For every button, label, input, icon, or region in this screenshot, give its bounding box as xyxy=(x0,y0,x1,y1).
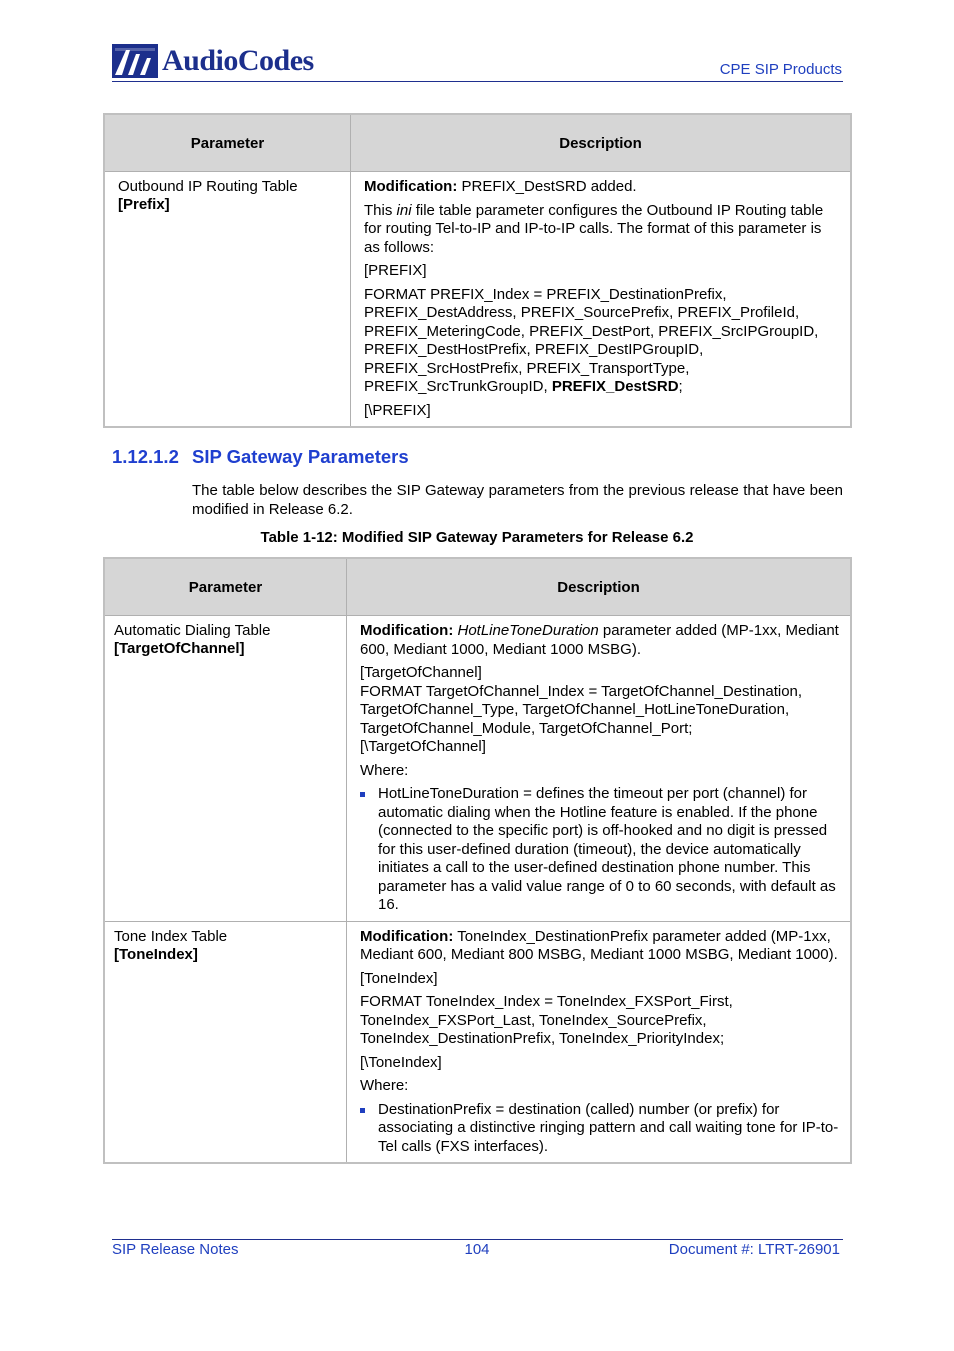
table-caption: Table 1-12: Modified SIP Gateway Parameters for Release 6.2 xyxy=(260,529,694,546)
section-title: SIP Gateway Parameters xyxy=(192,446,409,467)
parameter-cell xyxy=(104,616,347,922)
section-intro: The table below describes the SIP Gateway parameters from the previous release that have been modified in Release 6.2. xyxy=(192,482,843,518)
table-header-row xyxy=(104,114,851,172)
ini-section-open: [ToneIndex] xyxy=(360,969,438,987)
parameter-key: [TargetOfChannel] xyxy=(114,640,245,657)
modification-text: ToneIndex_DestinationPrefix parameter added (MP-1xx, Mediant 600, Mediant 800 MSBG, Mediant 1000 MSBG, Mediant 1000). xyxy=(360,927,838,963)
section-number: 1.12.1.2 xyxy=(112,446,179,467)
modification-label: Modification: xyxy=(360,927,454,945)
footer-doc-title: SIP Release Notes xyxy=(112,1241,239,1258)
ini-section-close: [\TargetOfChannel] xyxy=(360,738,486,755)
modification-line xyxy=(360,928,840,965)
parameter-name: Automatic Dialing Table xyxy=(114,622,271,639)
ini-format-line: FORMAT ToneIndex_Index = ToneIndex_FXSPort_First, ToneIndex_FXSPort_Last, ToneIndex_SourcePrefix, ToneIndex_DestinationPrefix, ToneIndex_PriorityIndex; xyxy=(360,993,733,1047)
ini-section-open: [TargetOfChannel] xyxy=(360,664,482,681)
ini-format-line: FORMAT TargetOfChannel_Index = TargetOfChannel_Destination, TargetOfChannel_Type, TargetOfChannel_HotLineToneDuration, TargetOfChannel_Module, TargetOfChannel_Port; xyxy=(360,682,803,737)
page-header xyxy=(112,40,842,84)
parameter-cell xyxy=(104,921,347,1163)
column-header-parameter: Parameter xyxy=(104,558,347,616)
ini-section-close: [\PREFIX] xyxy=(364,401,431,419)
footer-divider xyxy=(112,1239,843,1240)
format-terminator: ; xyxy=(678,378,683,395)
column-header-description: Description xyxy=(351,114,852,172)
table-row xyxy=(104,172,851,428)
parameter-key: [ToneIndex] xyxy=(114,945,198,963)
modification-text: PREFIX_DestSRD added. xyxy=(457,178,637,195)
description-text: This xyxy=(364,201,397,219)
modification-label: Modification: xyxy=(360,622,454,639)
bullet-list xyxy=(360,785,840,915)
description-italic: ini xyxy=(396,201,412,219)
where-label: Where: xyxy=(360,761,409,779)
audiocodes-logo-icon xyxy=(112,44,158,78)
modification-line xyxy=(364,178,840,197)
footer-document-number: Document #: LTRT-26901 xyxy=(668,1241,840,1258)
list-item: DestinationPrefix = destination (called) number (or prefix) for associating a distinctive ringing pattern and call waiting tone for IP-to-Tel calls (FXS interfaces). xyxy=(360,1101,840,1157)
where-label: Where: xyxy=(360,1077,409,1094)
parameter-name: Tone Index Table xyxy=(114,927,228,945)
description-cell xyxy=(347,616,852,922)
parameter-key: [Prefix] xyxy=(118,196,170,213)
format-text: FORMAT PREFIX_Index = PREFIX_DestinationPrefix, PREFIX_DestAddress, PREFIX_SourcePrefix, PREFIX_ProfileId, PREFIX_MeteringCode, PREFIX_DestPort, PREFIX_SrcIPGroupID, PREFIX_DestHostPrefix, PREFIX_DestIPGroupID, PREFIX_SrcHostPrefix, PREFIX_TransportType, PREFIX_SrcTrunkGroupID, xyxy=(364,285,819,395)
audiocodes-logo xyxy=(112,40,314,82)
table-header-row xyxy=(104,558,851,616)
logo-wordmark: AudioCodes xyxy=(162,44,314,77)
ini-section-close: [\ToneIndex] xyxy=(360,1053,442,1071)
description-text: file table parameter configures the Outbound IP Routing table for routing Tel-to-IP and IP-to-IP calls. The format of this parameter is as follows: xyxy=(364,201,824,256)
format-new-field: PREFIX_DestSRD xyxy=(551,378,679,395)
section-heading xyxy=(112,446,409,468)
description-cell xyxy=(351,172,852,428)
description-cell xyxy=(347,921,852,1163)
header-divider xyxy=(112,81,843,82)
sip-gateway-parameters-table xyxy=(103,557,852,1164)
column-header-parameter: Parameter xyxy=(104,114,351,172)
column-header-description: Description xyxy=(347,558,852,616)
header-product-name: CPE SIP Products xyxy=(719,61,842,78)
modification-parameter: HotLineToneDuration xyxy=(457,622,599,639)
table-row xyxy=(104,616,851,922)
list-item: HotLineToneDuration = defines the timeout per port (channel) for automatic dialing when the Hotline feature is enabled. If the phone (connected to the specific port) is off-hooked and no digit is pressed for this user-defined duration (timeout), the device automatically initiates a call to the user-defined destination phone number. This parameter has a valid value range of 0 to 60 seconds, with default as 16. xyxy=(360,785,840,915)
ini-section-open: [PREFIX] xyxy=(364,262,427,279)
modification-label: Modification: xyxy=(364,178,458,195)
description-paragraph xyxy=(364,202,840,258)
modification-line xyxy=(360,622,840,659)
table-row xyxy=(104,921,851,1163)
outbound-routing-table xyxy=(103,113,852,428)
ini-format-line xyxy=(364,286,840,397)
parameter-name: Outbound IP Routing Table xyxy=(118,178,298,195)
modification-text: parameter added (MP-1xx, Mediant 600, Mediant 1000, Mediant 1000 MSBG). xyxy=(360,622,839,658)
ini-block xyxy=(360,664,840,757)
bullet-list xyxy=(360,1101,840,1157)
footer-page-number: 104 xyxy=(464,1241,490,1258)
parameter-cell xyxy=(104,172,351,428)
